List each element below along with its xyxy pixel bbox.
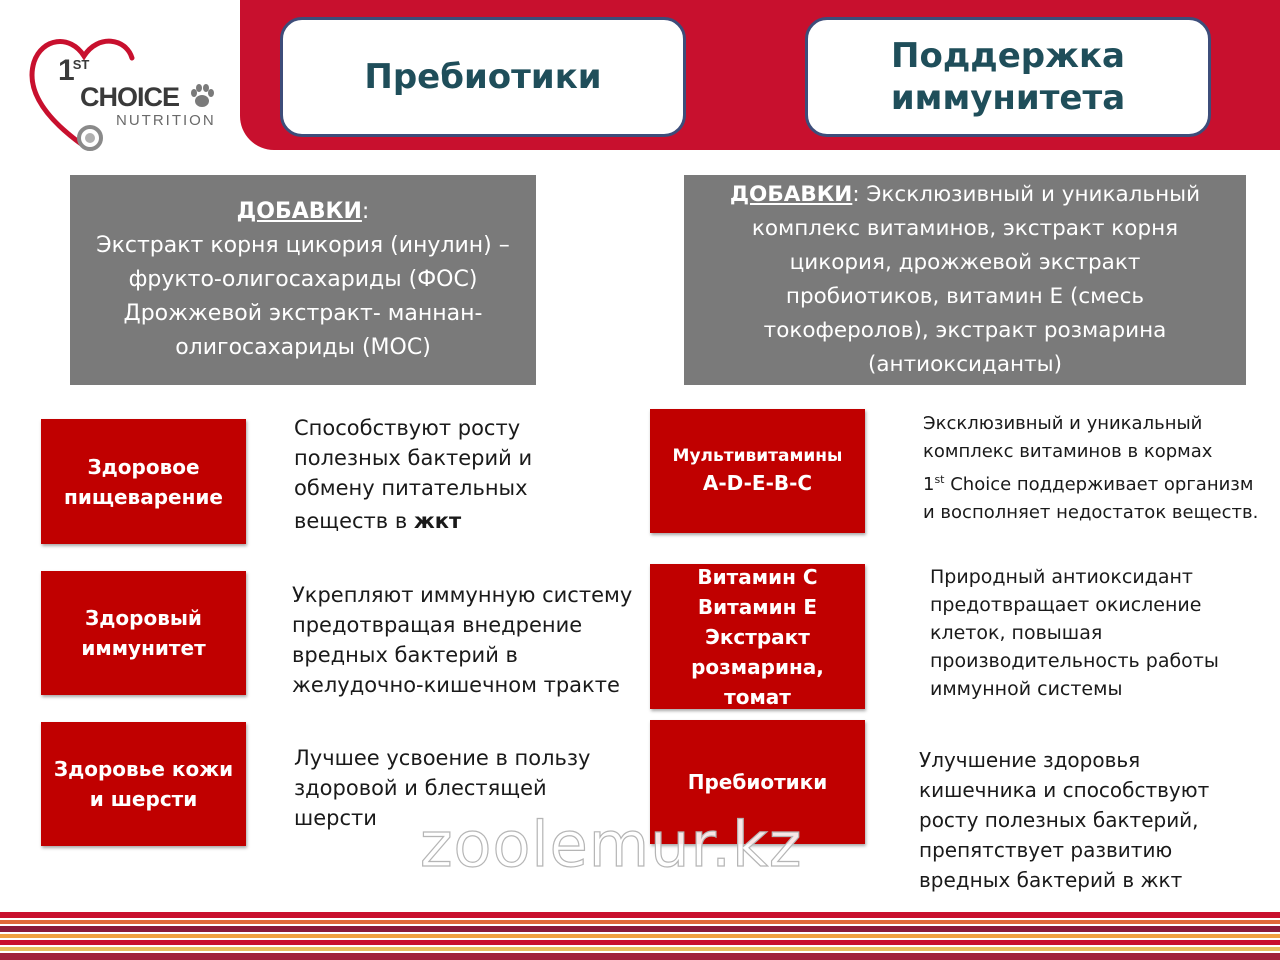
additives-line: пробиотиков, витамин Е (смесь: [785, 284, 1145, 309]
logo-choice: CHOICE: [80, 82, 180, 112]
additives-line: фрукто-олигосахариды (ФОС): [128, 267, 478, 292]
feature-description: Улучшение здоровья кишечника и способствуют росту полезных бактерий, препятствует развитию вредных бактерий в жкт: [919, 748, 1210, 892]
feature-prebiotics: Пребиотики: [650, 720, 865, 844]
additives-heading: ДОБАВКИ: [236, 199, 362, 224]
paw-icon: [188, 82, 216, 110]
additives-box-left: ДОБАВКИ: Экстракт корня цикория (инулин) – фрукто-олигосахариды (ФОС) Дрожжевой экстракт- маннан- олигосахариды (МОС): [70, 175, 536, 385]
bottom-stripes: [0, 912, 1280, 960]
feature-description: Лучшее усвоение в пользу здоровой и блестящей шерсти: [294, 746, 591, 830]
feature-antioxidants: Витамин С Витамин Е Экстракт розмарина, томат: [650, 564, 865, 709]
feature-description: Природный антиоксидант предотвращает окисление клеток, повышая производительность работы иммунной системы: [930, 566, 1219, 700]
logo-nutrition: NUTRITION: [116, 112, 216, 129]
additives-line: олигосахариды (МОС): [175, 335, 431, 360]
additives-line: Экстракт корня цикория (инулин) –: [96, 233, 510, 258]
additives-heading: ДОБАВКИ: [729, 182, 853, 207]
additives-line: цикория, дрожжевой экстракт: [789, 250, 1141, 275]
additives-line: (антиоксиданты): [867, 352, 1063, 377]
additives-line: комплекс витаминов, экстракт корня: [751, 216, 1179, 241]
title-immunity-support: Поддержка иммунитета: [805, 17, 1211, 137]
feature-description: Эксклюзивный и уникальный комплекс витаминов в кормах 1st Choice поддерживает организм и восполняет недостаток веществ.: [923, 413, 1259, 523]
logo-1st: 1ST: [58, 54, 90, 87]
watermark: zoolemur.kz: [420, 808, 803, 881]
feature-healthy-digestion: Здоровое пищеварение: [41, 419, 246, 544]
feature-description: Укрепляют иммунную систему предотвращая внедрение вредных бактерий в желудочно-кишечном тракте: [292, 583, 633, 697]
feature-multivitamins: Мультивитамины A-D-E-B-C: [650, 409, 865, 533]
additives-box-right: ДОБАВКИ: Эксклюзивный и уникальный комплекс витаминов, экстракт корня цикория, дрожжевой экстракт пробиотиков, витамин Е (смесь токоферолов), экстракт розмарина (антиоксиданты): [684, 175, 1246, 385]
title-prebiotics: Пребиотики: [280, 17, 686, 137]
feature-description: Способствуют росту полезных бактерий и обмену питательных веществ в жкт: [294, 416, 533, 533]
feature-skin-coat-health: Здоровье кожи и шерсти: [41, 722, 246, 846]
additives-line: токоферолов), экстракт розмарина: [763, 318, 1167, 343]
feature-healthy-immunity: Здоровый иммунитет: [41, 571, 246, 695]
additives-line: Дрожжевой экстракт- маннан-: [123, 301, 483, 326]
